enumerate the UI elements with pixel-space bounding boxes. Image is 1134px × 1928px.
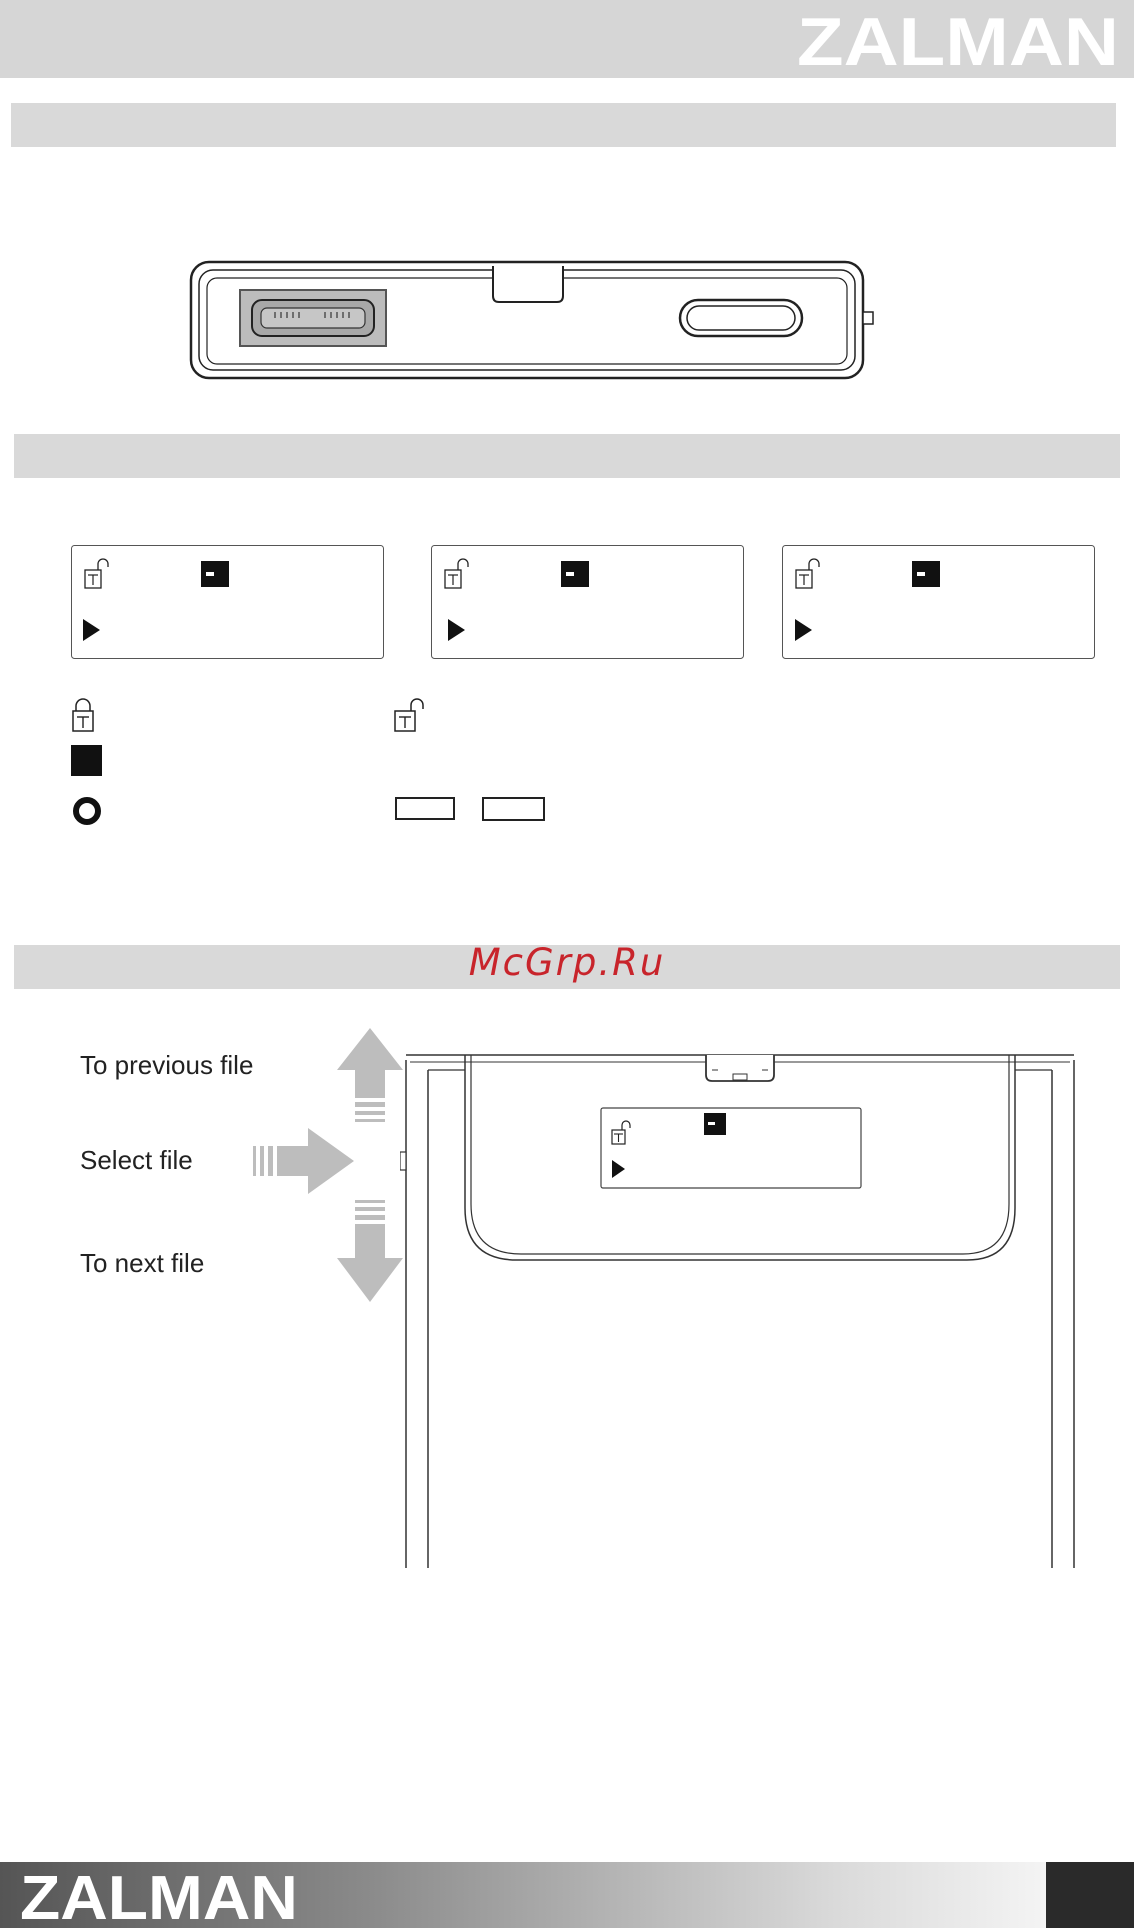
lcd-panel-2 bbox=[431, 545, 744, 659]
write-protect-block-icon bbox=[561, 561, 589, 587]
lock-icon bbox=[70, 697, 96, 733]
logo-text-bottom: ZALMAN bbox=[20, 1868, 298, 1924]
label-previous-file: To previous file bbox=[80, 1050, 254, 1080]
empty-box-icon bbox=[482, 797, 545, 821]
empty-box-icon bbox=[395, 797, 455, 820]
filled-square-icon bbox=[71, 745, 102, 776]
device-top-illustration bbox=[400, 1050, 1080, 1570]
label-next-file: To next file bbox=[80, 1248, 205, 1278]
lcd-panel-3 bbox=[782, 545, 1095, 659]
zalman-logo-top bbox=[795, 10, 1123, 70]
unlock-icon-legend bbox=[392, 697, 428, 733]
section-bar-1 bbox=[11, 103, 1116, 147]
device-side-illustration bbox=[185, 256, 885, 381]
zalman-logo-bottom bbox=[18, 1868, 302, 1924]
arrow-right-icon bbox=[252, 1126, 356, 1196]
footer-page-box bbox=[1046, 1862, 1134, 1928]
watermark-text: McGrp.Ru bbox=[468, 941, 666, 984]
section-bar-2 bbox=[14, 434, 1120, 478]
arrow-up-icon bbox=[335, 1026, 405, 1130]
write-protect-block-icon bbox=[704, 1113, 726, 1135]
logo-text-top: ZALMAN bbox=[797, 10, 1119, 70]
write-protect-block-icon bbox=[912, 561, 940, 587]
label-select-file: Select file bbox=[80, 1145, 193, 1175]
write-protect-block-icon bbox=[201, 561, 229, 587]
lcd-panel-1 bbox=[71, 545, 384, 659]
ring-icon bbox=[71, 795, 103, 827]
arrow-down-icon bbox=[335, 1198, 405, 1304]
